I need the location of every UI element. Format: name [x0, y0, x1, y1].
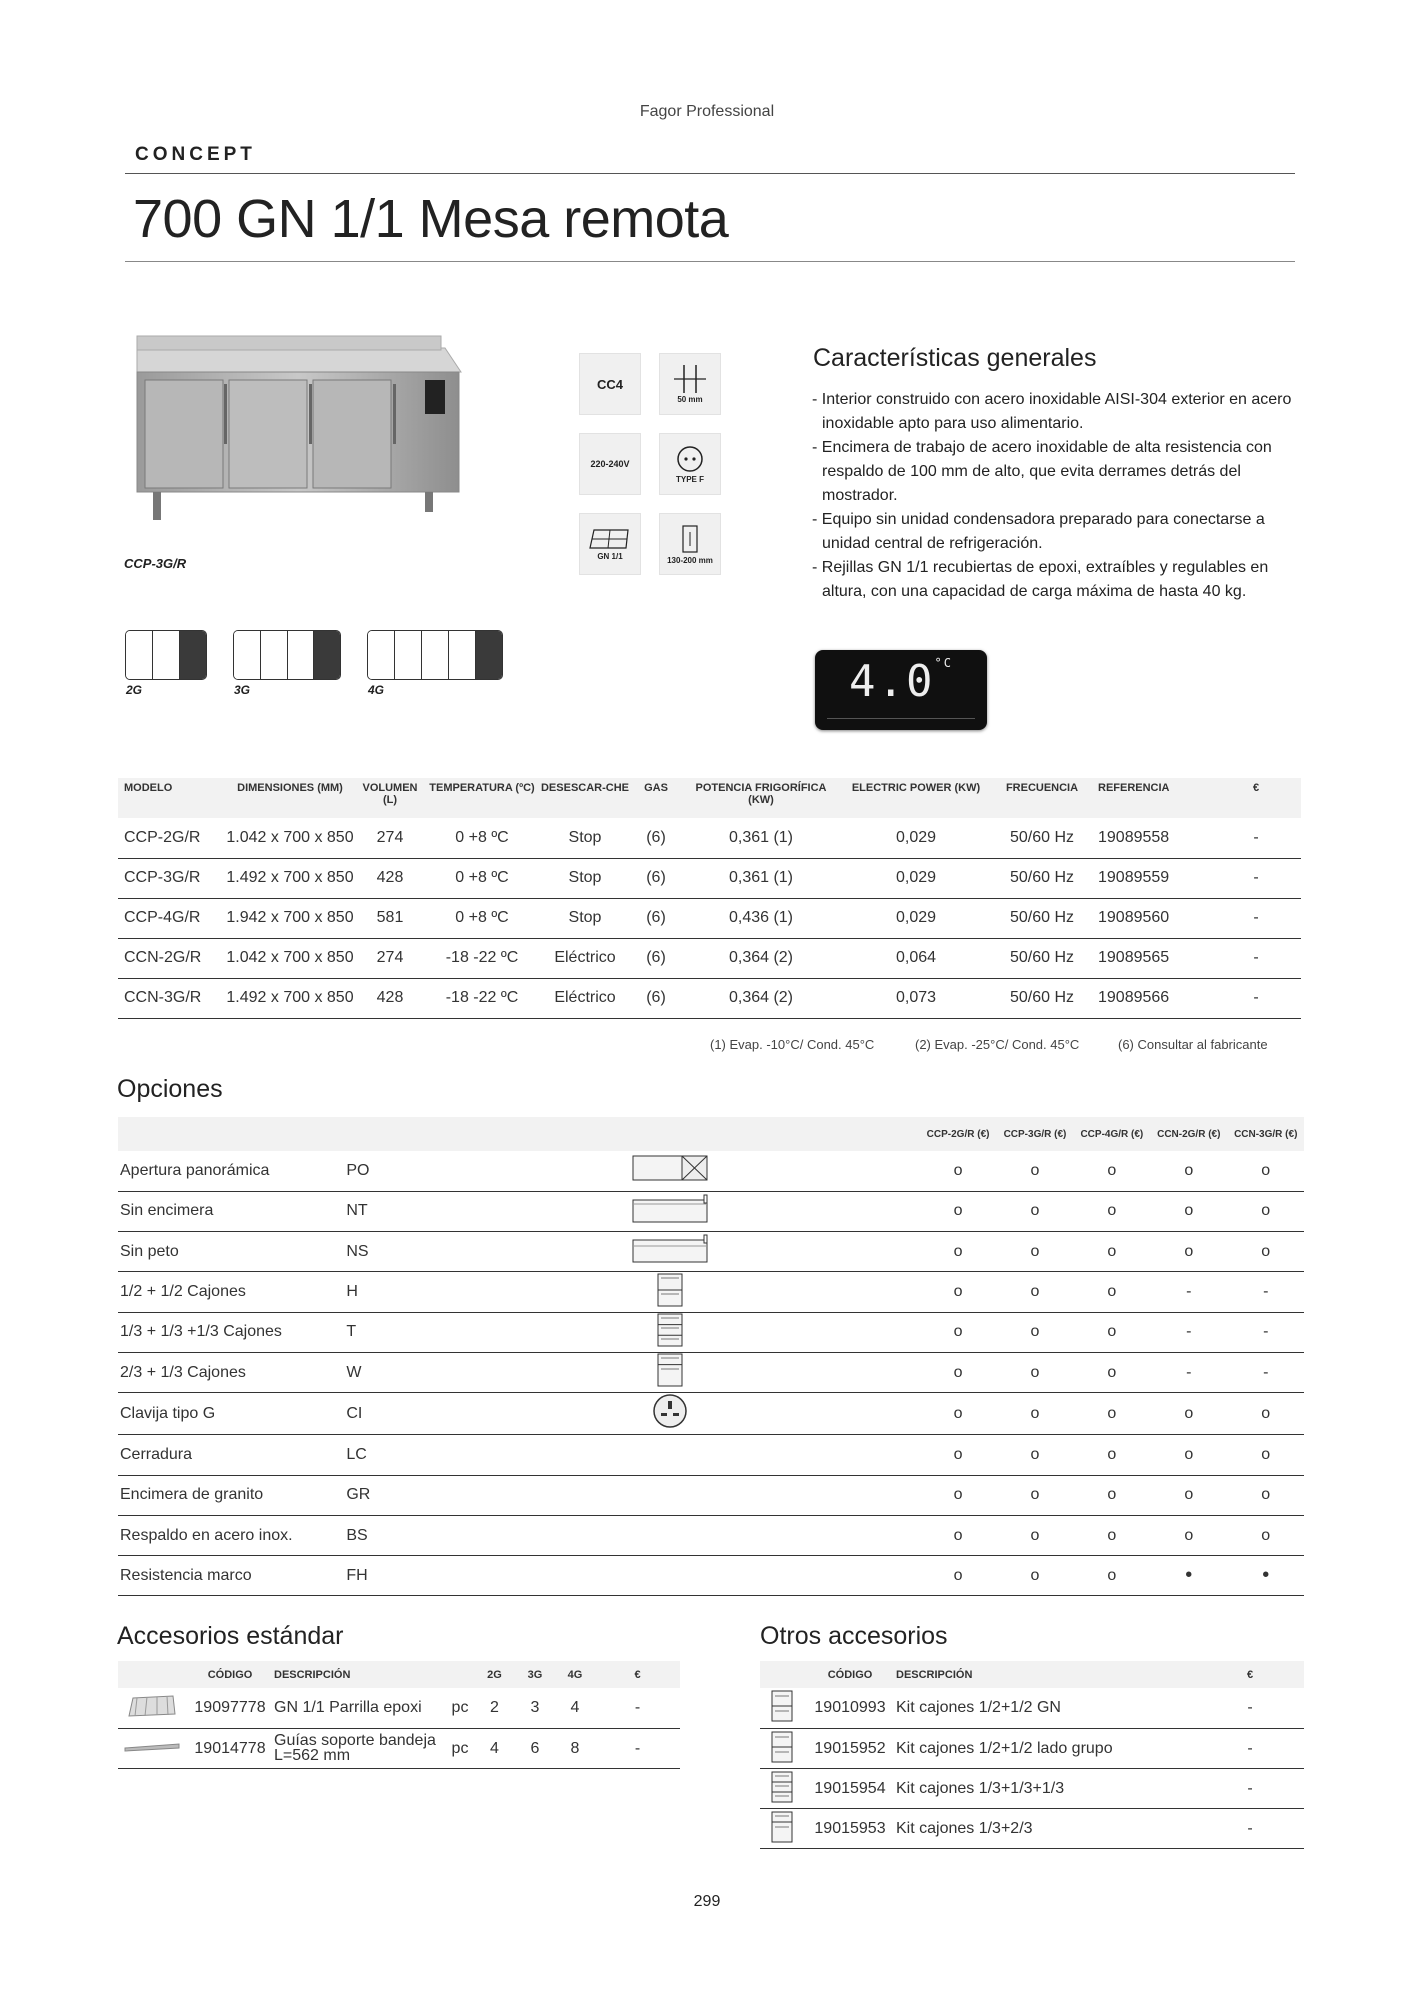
acc-qty: 8 — [555, 1728, 595, 1768]
acc-qty: 6 — [515, 1728, 555, 1768]
option-value: o — [1150, 1475, 1227, 1515]
option-code: H — [344, 1272, 421, 1312]
col-header: CCP-3G/R (€) — [996, 1117, 1073, 1151]
table-cell: 0,073 — [840, 978, 992, 1018]
option-value: o — [996, 1475, 1073, 1515]
option-name: Encimera de granito — [118, 1475, 344, 1515]
width-icon — [659, 353, 721, 415]
climate-class-icon — [579, 353, 641, 415]
option-value: o — [1074, 1151, 1150, 1191]
table-cell: 19089558 — [1092, 818, 1211, 858]
table-cell: 1.492 x 700 x 850 — [224, 978, 356, 1018]
option-value: o — [920, 1352, 996, 1392]
col-header: MODELO — [118, 778, 224, 818]
table-row — [118, 1728, 680, 1768]
table-row — [118, 818, 1301, 858]
table-cell: Eléctrico — [540, 978, 630, 1018]
option-value: o — [996, 1352, 1073, 1392]
acc-qty: 3 — [515, 1688, 555, 1728]
table-cell: (6) — [630, 938, 682, 978]
table-row — [118, 1556, 1304, 1596]
table-cell: 274 — [356, 818, 424, 858]
spec-label: CC4 — [596, 376, 623, 392]
list-item: - Interior construido con acero inoxidable AISI-304 exterior en acero inoxidable apto para uso alimentario. — [812, 391, 1292, 432]
options-table — [118, 1117, 1304, 1596]
table-cell: 0,361 (1) — [682, 858, 840, 898]
table-cell: 1.042 x 700 x 850 — [224, 818, 356, 858]
table-header-row — [118, 1661, 680, 1688]
option-value: - — [1150, 1272, 1227, 1312]
col-header: CCN-2G/R (€) — [1150, 1117, 1227, 1151]
option-value: - — [1150, 1352, 1227, 1392]
option-value: o — [920, 1435, 996, 1475]
option-value: o — [1227, 1393, 1304, 1435]
acc-price: - — [1196, 1808, 1304, 1848]
option-value: o — [996, 1515, 1073, 1555]
table-header-row — [118, 1117, 1304, 1151]
option-name: Resistencia marco — [118, 1556, 344, 1596]
drawer-kit-icon — [771, 1731, 793, 1763]
spec-sub: 50 mm — [677, 394, 703, 404]
col-header: DESCRIPCIÓN — [274, 1661, 446, 1688]
table-cell: 0,029 — [840, 898, 992, 938]
acc-desc: Kit cajones 1/2+1/2 lado grupo — [896, 1728, 1196, 1768]
option-code: FH — [344, 1556, 421, 1596]
col-header: VOLUMEN (L) — [356, 778, 424, 818]
option-value: o — [996, 1312, 1073, 1352]
acc-qty: 4 — [474, 1728, 515, 1768]
option-value: - — [1150, 1312, 1227, 1352]
col-header: CCP-4G/R (€) — [1074, 1117, 1150, 1151]
table-row — [760, 1728, 1304, 1768]
grid-shelf-icon — [127, 1694, 177, 1718]
option-value: o — [996, 1191, 1073, 1231]
spec-label: 220-240V — [590, 459, 630, 469]
config-label: 3G — [234, 683, 251, 697]
footnote: (6) Consultar al fabricante — [1118, 1037, 1268, 1052]
table-cell: 0,064 — [840, 938, 992, 978]
option-code: NT — [344, 1191, 421, 1231]
option-value: o — [920, 1556, 996, 1596]
option-code: NS — [344, 1232, 421, 1272]
panoramic-opening-icon — [632, 1154, 708, 1182]
models-table — [118, 778, 1301, 1019]
table-cell: 0 +8 ºC — [424, 818, 540, 858]
option-value: o — [920, 1191, 996, 1231]
col-header: REFERENCIA — [1092, 778, 1211, 818]
page-title: 700 GN 1/1 Mesa remota — [133, 189, 729, 249]
table-cell: 0,364 (2) — [682, 978, 840, 1018]
acc-code: 19010993 — [804, 1688, 896, 1728]
col-header: 4G — [555, 1661, 595, 1688]
page-number: 299 — [693, 1893, 721, 1910]
option-value: o — [1074, 1435, 1150, 1475]
option-value: o — [996, 1272, 1073, 1312]
option-value: o — [1074, 1191, 1150, 1231]
option-code: LC — [344, 1435, 421, 1475]
drawers-half-icon — [657, 1273, 683, 1307]
option-value: o — [920, 1232, 996, 1272]
table-row — [118, 1435, 1304, 1475]
option-value: o — [1227, 1475, 1304, 1515]
option-value: o — [1150, 1232, 1227, 1272]
characteristics-list — [812, 388, 1312, 604]
table-row — [118, 938, 1301, 978]
table-cell: 1.492 x 700 x 850 — [224, 858, 356, 898]
brand-name: Fagor Professional — [639, 103, 775, 120]
table-cell: - — [1211, 978, 1301, 1018]
col-header — [446, 1661, 474, 1688]
acc-desc: Kit cajones 1/2+1/2 GN — [896, 1688, 1196, 1728]
option-code: CI — [344, 1393, 421, 1435]
acc-unit: pc — [446, 1688, 474, 1728]
divider — [125, 261, 1295, 262]
option-value: o — [1074, 1232, 1150, 1272]
option-code: T — [344, 1312, 421, 1352]
option-value: o — [1227, 1515, 1304, 1555]
acc-price: - — [1196, 1728, 1304, 1768]
list-item: - Encimera de trabajo de acero inoxidable de alta resistencia con respaldo de 100 mm de alto, que evita derrames detrás del mostrador. — [812, 439, 1272, 504]
footnote: (2) Evap. -25°C/ Cond. 45°C — [915, 1037, 1080, 1052]
option-code: PO — [344, 1151, 421, 1191]
table-cell: 19089560 — [1092, 898, 1211, 938]
option-value: o — [1150, 1393, 1227, 1435]
product-caption: CCP-3G/R — [124, 556, 187, 571]
table-row — [118, 1475, 1304, 1515]
col-header: € — [1211, 778, 1301, 818]
table-cell: 50/60 Hz — [992, 898, 1092, 938]
option-value: o — [1150, 1435, 1227, 1475]
option-name: Respaldo en acero inox. — [118, 1515, 344, 1555]
table-cell: -18 -22 ºC — [424, 978, 540, 1018]
table-cell: Stop — [540, 818, 630, 858]
characteristics-title: Características generales — [813, 344, 1097, 372]
table-cell: 1.042 x 700 x 850 — [224, 938, 356, 978]
config-4g-icon — [367, 630, 503, 680]
table-row — [118, 1272, 1304, 1312]
col-header: CÓDIGO — [804, 1661, 896, 1688]
footnote: (1) Evap. -10°C/ Cond. 45°C — [710, 1037, 875, 1052]
table-cell: 0,361 (1) — [682, 818, 840, 858]
display-unit: °C — [934, 656, 953, 670]
table-cell: 0,364 (2) — [682, 938, 840, 978]
table-cell: 428 — [356, 978, 424, 1018]
option-name: 1/2 + 1/2 Cajones — [118, 1272, 344, 1312]
table-cell: - — [1211, 858, 1301, 898]
table-cell: 50/60 Hz — [992, 978, 1092, 1018]
option-value: • — [1227, 1556, 1304, 1596]
other-accessories-title: Otros accesorios — [760, 1622, 948, 1650]
table-row — [118, 898, 1301, 938]
table-cell: 274 — [356, 938, 424, 978]
option-value: o — [1150, 1515, 1227, 1555]
drawers-third-icon — [657, 1313, 683, 1347]
option-value: o — [1074, 1352, 1150, 1392]
table-header-row — [760, 1661, 1304, 1688]
option-value: o — [920, 1151, 996, 1191]
col-header: ELECTRIC POWER (KW) — [840, 778, 992, 818]
option-value: o — [1074, 1312, 1150, 1352]
table-cell: (6) — [630, 898, 682, 938]
col-header: CCP-2G/R (€) — [920, 1117, 996, 1151]
acc-desc: Kit cajones 1/3+1/3+1/3 — [896, 1768, 1196, 1808]
col-header: 3G — [515, 1661, 555, 1688]
spec-sub: 130-200 mm — [667, 555, 713, 565]
col-header: GAS — [630, 778, 682, 818]
option-name: 1/3 + 1/3 +1/3 Cajones — [118, 1312, 344, 1352]
option-value: o — [1227, 1435, 1304, 1475]
acc-code: 19097778 — [186, 1688, 274, 1728]
no-worktop-icon — [632, 1194, 708, 1224]
acc-code: 19014778 — [186, 1728, 274, 1768]
acc-code: 19015952 — [804, 1728, 896, 1768]
table-cell: 19089565 — [1092, 938, 1211, 978]
option-value: - — [1227, 1272, 1304, 1312]
std-accessories-title: Accesorios estándar — [117, 1622, 344, 1650]
std-accessories-table — [118, 1661, 680, 1769]
option-value: o — [996, 1435, 1073, 1475]
table-row — [118, 978, 1301, 1018]
acc-qty: 4 — [555, 1688, 595, 1728]
display-buttons — [827, 718, 975, 722]
option-value: o — [1074, 1393, 1150, 1435]
drawer-kit-icon — [771, 1690, 793, 1722]
display-value: 4.0 — [849, 656, 935, 707]
option-name: Clavija tipo G — [118, 1393, 344, 1435]
col-header: CCN-3G/R (€) — [1227, 1117, 1304, 1151]
table-row — [118, 1515, 1304, 1555]
option-value: o — [1150, 1151, 1227, 1191]
option-value: o — [1227, 1232, 1304, 1272]
table-cell: Eléctrico — [540, 938, 630, 978]
option-code: GR — [344, 1475, 421, 1515]
config-3g-icon — [233, 630, 341, 680]
option-name: Cerradura — [118, 1435, 344, 1475]
spec-sub: TYPE F — [675, 474, 704, 484]
col-header: € — [595, 1661, 680, 1688]
col-header: FRECUENCIA — [992, 778, 1092, 818]
option-value: - — [1227, 1352, 1304, 1392]
table-cell: Stop — [540, 858, 630, 898]
table-cell: CCP-2G/R — [118, 818, 224, 858]
option-value: o — [920, 1272, 996, 1312]
option-value: o — [1074, 1515, 1150, 1555]
col-header: POTENCIA FRIGORÍFICA (KW) — [682, 778, 840, 818]
option-value: • — [1150, 1556, 1227, 1596]
table-row — [760, 1808, 1304, 1848]
option-name: Apertura panorámica — [118, 1151, 344, 1191]
list-item: - Rejillas GN 1/1 recubiertas de epoxi, extraíbles y regulables en altura, con una capacidad de carga máxima de hasta 40 kg. — [812, 559, 1269, 600]
option-value: o — [1150, 1191, 1227, 1231]
table-cell: 1.942 x 700 x 850 — [224, 898, 356, 938]
table-cell: - — [1211, 898, 1301, 938]
table-cell: 50/60 Hz — [992, 938, 1092, 978]
config-label: 4G — [368, 683, 385, 697]
table-cell: - — [1211, 938, 1301, 978]
table-row — [118, 858, 1301, 898]
plug-icon — [659, 433, 721, 495]
config-label: 2G — [126, 683, 143, 697]
option-value: o — [920, 1312, 996, 1352]
col-header: 2G — [474, 1661, 515, 1688]
col-header: TEMPERATURA (ºC) — [424, 778, 540, 818]
table-row — [118, 1352, 1304, 1392]
table-row — [118, 1688, 680, 1728]
acc-price: - — [1196, 1688, 1304, 1728]
option-name: Sin peto — [118, 1232, 344, 1272]
height-adjust-icon — [659, 513, 721, 575]
acc-price: - — [1196, 1768, 1304, 1808]
acc-price: - — [595, 1728, 680, 1768]
drawer-kit-icon — [771, 1771, 793, 1803]
table-cell: CCN-2G/R — [118, 938, 224, 978]
tray-guide-icon — [123, 1741, 181, 1753]
table-row — [118, 1393, 1304, 1435]
option-code: W — [344, 1352, 421, 1392]
table-row — [118, 1312, 1304, 1352]
config-2g-icon — [125, 630, 207, 680]
option-value: o — [1227, 1191, 1304, 1231]
option-code: BS — [344, 1515, 421, 1555]
other-accessories-table — [760, 1661, 1304, 1849]
table-row — [118, 1191, 1304, 1231]
table-cell: 0,029 — [840, 818, 992, 858]
option-value: o — [1227, 1151, 1304, 1191]
table-cell: 0 +8 ºC — [424, 898, 540, 938]
col-header: DESCRIPCIÓN — [896, 1661, 1196, 1688]
no-splashback-icon — [632, 1234, 708, 1264]
table-cell: (6) — [630, 978, 682, 1018]
option-value: o — [920, 1475, 996, 1515]
table-cell: (6) — [630, 818, 682, 858]
table-cell: Stop — [540, 898, 630, 938]
table-row — [118, 1232, 1304, 1272]
table-cell: 0 +8 ºC — [424, 858, 540, 898]
acc-desc: Kit cajones 1/3+2/3 — [896, 1808, 1196, 1848]
table-cell: CCN-3G/R — [118, 978, 224, 1018]
table-cell: 50/60 Hz — [992, 858, 1092, 898]
table-cell: 19089566 — [1092, 978, 1211, 1018]
spec-sub: GN 1/1 — [597, 551, 623, 561]
acc-desc: Guías soporte bandeja L=562 mm — [274, 1728, 446, 1768]
table-cell: 50/60 Hz — [992, 818, 1092, 858]
option-name: Sin encimera — [118, 1191, 344, 1231]
acc-unit: pc — [446, 1728, 474, 1768]
table-cell: (6) — [630, 858, 682, 898]
voltage-icon — [579, 433, 641, 495]
option-value: o — [996, 1393, 1073, 1435]
col-header: € — [1196, 1661, 1304, 1688]
options-title: Opciones — [117, 1075, 223, 1103]
drawers-two-third-icon — [657, 1353, 683, 1387]
table-cell: 428 — [356, 858, 424, 898]
table-cell: CCP-4G/R — [118, 898, 224, 938]
option-value: o — [1074, 1475, 1150, 1515]
acc-qty: 2 — [474, 1688, 515, 1728]
table-cell: 0,436 (1) — [682, 898, 840, 938]
divider — [125, 173, 1295, 174]
table-row — [760, 1768, 1304, 1808]
option-value: o — [996, 1151, 1073, 1191]
table-cell: -18 -22 ºC — [424, 938, 540, 978]
option-value: o — [1074, 1556, 1150, 1596]
acc-price: - — [595, 1688, 680, 1728]
acc-desc: GN 1/1 Parrilla epoxi — [274, 1688, 446, 1728]
option-value: - — [1227, 1312, 1304, 1352]
product-image — [125, 300, 465, 540]
option-value: o — [920, 1515, 996, 1555]
acc-code: 19015953 — [804, 1808, 896, 1848]
col-header: DESESCAR-CHE — [540, 778, 630, 818]
table-cell: 19089559 — [1092, 858, 1211, 898]
table-cell: - — [1211, 818, 1301, 858]
gn-tray-icon — [579, 513, 641, 575]
drawer-kit-icon — [771, 1811, 793, 1843]
col-header: DIMENSIONES (MM) — [224, 778, 356, 818]
table-cell: CCP-3G/R — [118, 858, 224, 898]
list-item: - Equipo sin unidad condensadora preparado para conectarse a unidad central de refrigeración. — [812, 511, 1265, 552]
plug-g-icon — [652, 1393, 688, 1429]
table-header-row — [118, 778, 1301, 818]
table-row — [760, 1688, 1304, 1728]
option-value: o — [1074, 1272, 1150, 1312]
acc-code: 19015954 — [804, 1768, 896, 1808]
option-value: o — [996, 1556, 1073, 1596]
option-value: o — [920, 1393, 996, 1435]
col-header: CÓDIGO — [186, 1661, 274, 1688]
series-name: CONCEPT — [135, 144, 256, 165]
option-name: 2/3 + 1/3 Cajones — [118, 1352, 344, 1392]
table-cell: 581 — [356, 898, 424, 938]
thermostat-display — [815, 650, 987, 730]
table-row — [118, 1151, 1304, 1191]
option-value: o — [996, 1232, 1073, 1272]
table-cell: 0,029 — [840, 858, 992, 898]
